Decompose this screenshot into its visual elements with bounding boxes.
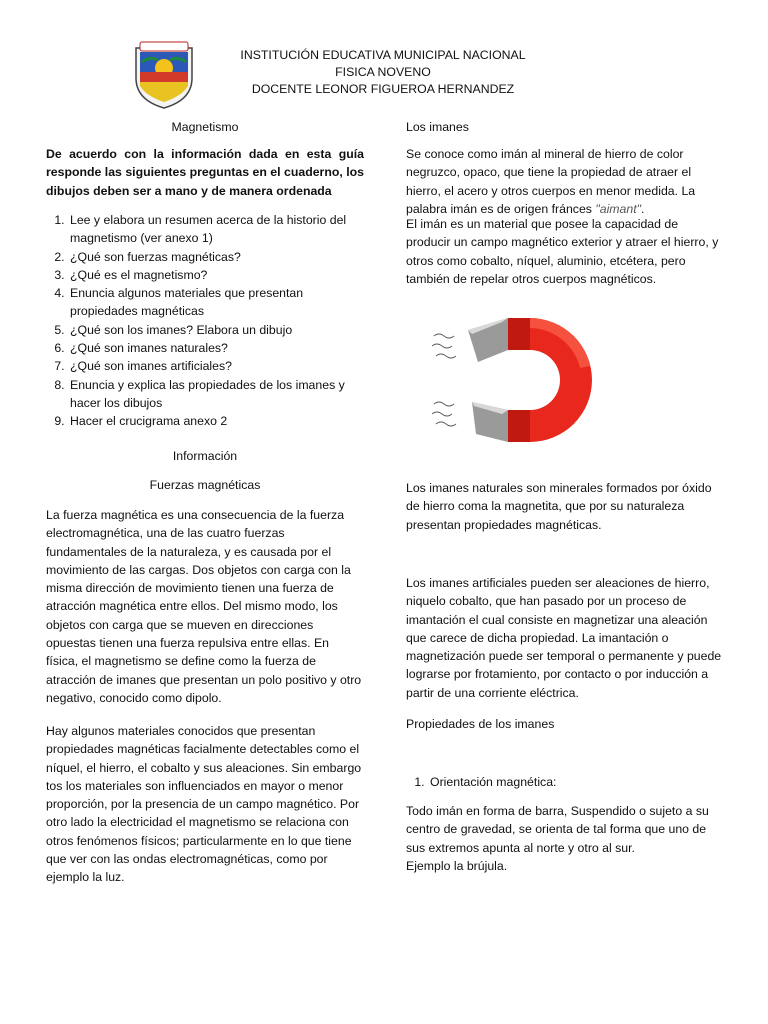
question-item: 2. ¿Qué son fuerzas magnéticas?	[68, 248, 364, 266]
aimant-word: "aimant"	[595, 201, 641, 216]
compass-example: Ejemplo la brújula.	[406, 858, 508, 873]
left-column	[46, 118, 364, 136]
question-item: 4. Enuncia algunos materiales que presentan propiedades magnéticas	[68, 284, 364, 321]
section-title-propiedades: Propiedades de los imanes	[406, 717, 555, 731]
section-title-fuerzas: Fuerzas magnéticas	[149, 478, 261, 492]
property-list	[406, 773, 722, 791]
artificial-magnets-paragraph: Los imanes artificiales pueden ser aleaciones de hierro, niquelo cobalto, que han pasado por un proceso de imantación el cual consiste en magnetizar una aleación que carece de dicha propiedad. La imantación o magnetización puede ser temporal o permanente y puede lograrse por frotamiento, por contacto o por inducción a partir de una corriente eléctrica.	[406, 576, 722, 700]
imanes-paragraph-2: El imán es un material que posee la capacidad de producir un campo magnético exterior y atraer el hierro, y otros como cobalto, níquel, aluminio, etcétera, pero también de repelar otros cuerpos magnéticos.	[406, 217, 719, 286]
section-title-informacion: Información	[172, 449, 238, 463]
imanes-text: Se conoce como imán al mineral de hierro de color negruzco, opaco, que tiene la propiedad de atraer el hierro, el acero y otros cuerpos en menor medida. La palabra imán es de origen fránces	[406, 147, 696, 216]
property-item: 1. Orientación magnética:	[428, 773, 722, 791]
course-name: FISICA NOVENO	[335, 65, 431, 79]
orientation-text: Todo imán en forma de barra, Suspendido o sujeto a su centro de gravedad, se orienta de tal forma que uno de sus extremos apunta al norte y otro al sur.	[406, 804, 709, 855]
question-item: 3. ¿Qué es el magnetismo?	[68, 266, 364, 284]
question-item: 8. Enuncia y explica las propiedades de los imanes y hacer los dibujos	[68, 376, 364, 413]
property-list-wrapper	[406, 773, 722, 791]
document-header	[200, 47, 566, 98]
imanes-text-end: .	[641, 201, 645, 216]
imanes-paragraph-1	[406, 145, 722, 218]
question-item: 5. ¿Qué son los imanes? Elabora un dibujo	[68, 321, 364, 339]
horseshoe-magnet-icon	[430, 306, 602, 456]
orientation-paragraph	[406, 802, 722, 875]
section-title-imanes: Los imanes	[406, 120, 469, 134]
question-item: 9. Hacer el crucigrama anexo 2	[68, 412, 364, 430]
school-crest-icon	[132, 38, 196, 110]
section-title-magnetismo: Magnetismo	[171, 120, 239, 134]
teacher-name: DOCENTE LEONOR FIGUEROA HERNANDEZ	[251, 82, 515, 96]
questions-list	[46, 211, 364, 431]
questions-list-wrapper	[46, 211, 364, 431]
question-item: 6. ¿Qué son imanes naturales?	[68, 339, 364, 357]
instructions-paragraph: De acuerdo con la información dada en esta guía responde las siguientes preguntas en el cuaderno, los dibujos deben ser a mano y de manera ordenada	[46, 147, 364, 198]
question-item: 1. Lee y elabora un resumen acerca de la historio del magnetismo (ver anexo 1)	[68, 211, 364, 248]
forces-paragraph: La fuerza magnética es una consecuencia de la fuerza electromagnética, una de las cuatro fuerzas fundamentales de la naturaleza, y es causada por el movimiento de las cargas. Dos objetos con carga con la misma dirección de movimiento tienen una fuerza de atracción magnética entre ellos. Del mismo modo, los objetos con carga que se mueven en direcciones opuestas tienen una fuerza repulsiva entre ellas. En física, el magnetismo se define como la fuerza de atracción de imanes que presentan un polo positivo y otro negativo, conocido como dipolo.	[46, 508, 362, 705]
institution-name: INSTITUCIÓN EDUCATIVA MUNICIPAL NACIONAL	[240, 48, 526, 62]
natural-magnets-paragraph: Los imanes naturales son minerales formados por óxido de hierro coma la magnetita, que por su naturaleza presentan propiedades magnéticas.	[406, 481, 712, 532]
materials-paragraph: Hay algunos materiales conocidos que presentan propiedades magnéticas facialmente detectables como el níquel, el hierro, el cobalto y sus aleaciones. Sin embargo tos los materiales son influenciados en mayor o menor proporción, por la presencia de un campo magnético. Por otro lado la electricidad el magnetismo se relaciona con otros fenómenos físicos; particularmente en lo que tiene que ver con las ondas electromagnéticas, como por ejemplo la luz.	[46, 724, 362, 885]
question-item: 7. ¿Qué son imanes artificiales?	[68, 357, 364, 375]
